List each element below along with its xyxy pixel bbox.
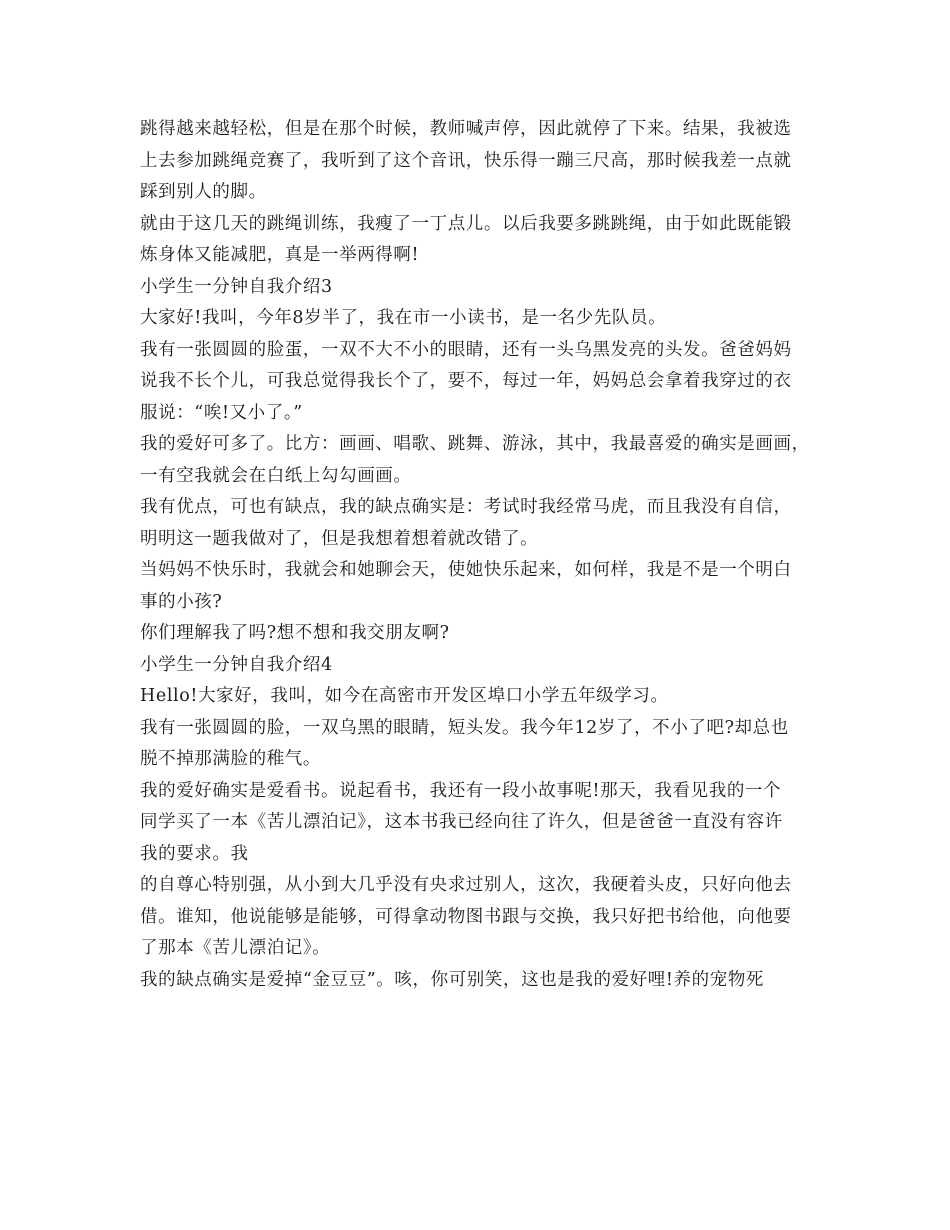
text-line: 说我不长个儿，可我总觉得我长个了，要不，每过一年，妈妈总会拿着我穿过的衣	[140, 371, 792, 391]
text-line: 我的爱好确实是爱看书。说起看书，我还有一段小故事呢!那天，我看见我的一个	[140, 780, 782, 801]
text-line: 我的要求。我	[140, 843, 249, 864]
text-line: 同学买了一本《苦儿漂泊记》，这本书我已经向往了许久，但是爸爸一直没有容许	[140, 812, 783, 832]
text-line: 我的爱好可多了。比方：画画、唱歌、跳舞、游泳，其中，我最喜爱的确实是画画，	[140, 434, 810, 454]
text-line: 我的缺点确实是爱掉“金豆豆”。咳，你可别笑，这也是我的爱好哩!养的宠物死	[140, 969, 765, 990]
text-line: 一有空我就会在白纸上勾勾画画。	[140, 465, 412, 486]
text-line: 就由于这几天的跳绳训练，我瘦了一丁点儿。以后我要多跳跳绳，由于如此既能锻	[140, 213, 792, 234]
text-line: 我有一张圆圆的脸蛋，一双不大不小的眼睛，还有一头乌黑发亮的头发。爸爸妈妈	[140, 339, 792, 360]
text-line: 了那本《苦儿漂泊记》。	[140, 938, 331, 958]
text-line: 踩到别人的脚。	[140, 182, 267, 202]
text-line: 事的小孩?	[140, 591, 223, 612]
text-line: 上去参加跳绳竞赛了，我听到了这个音讯，快乐得一蹦三尺高，那时候我差一点就	[140, 150, 792, 171]
text-line: 服说：“唉!又小了。”	[140, 402, 303, 423]
text-line: Hello!大家好，我叫，如今在高密市开发区埠口小学五年级学习。	[140, 686, 669, 706]
text-line: 大家好!我叫，今年8岁半了，我在市一小读书，是一名少先队员。	[140, 308, 667, 328]
text-line: 明明这一题我做对了，但是我想着想着就改错了。	[140, 528, 539, 549]
text-line: 炼身体又能减肥，真是一举两得啊!	[140, 245, 420, 265]
section-heading: 小学生一分钟自我介绍4	[140, 654, 333, 675]
text-line: 我有一张圆圆的脸，一双乌黑的眼睛，短头发。我今年12岁了，不小了吧?却总也	[140, 717, 789, 738]
text-line: 借。谁知，他说能够是能够，可得拿动物图书跟与交换，我只好把书给他，向他要	[140, 906, 792, 927]
text-line: 脱不掉那满脸的稚气。	[140, 749, 321, 769]
document-body	[140, 114, 830, 996]
text-line: 当妈妈不快乐时，我就会和她聊会天，使她快乐起来，如何样，我是不是一个明白	[140, 560, 792, 580]
text-line: 你们理解我了吗?想不想和我交朋友啊?	[140, 623, 450, 643]
text-line: 我有优点，可也有缺点，我的缺点确实是：考试时我经常马虎，而且我没有自信，	[140, 497, 792, 517]
text-line: 跳得越来越轻松，但是在那个时候，教师喊声停，因此就停了下来。结果，我被选	[140, 119, 792, 139]
text-line: 的自尊心特别强，从小到大几乎没有央求过别人，这次，我硬着头皮，只好向他去	[140, 875, 792, 895]
section-heading: 小学生一分钟自我介绍3	[140, 276, 333, 297]
